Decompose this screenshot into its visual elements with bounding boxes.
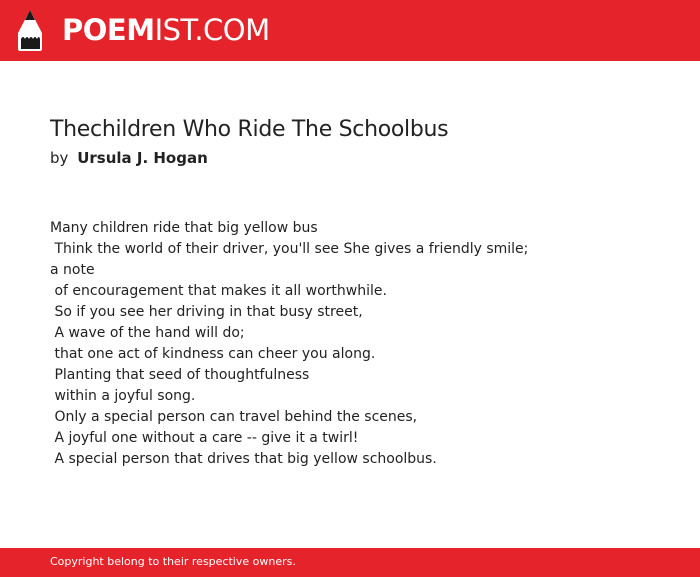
by-label: by <box>50 149 69 167</box>
site-brand[interactable] <box>62 12 270 48</box>
poem-title: Thechildren Who Ride The Schoolbus <box>50 117 449 142</box>
site-footer <box>0 548 700 577</box>
poem-line: A wave of the hand will do; <box>50 325 245 341</box>
poem-line: So if you see her driving in that busy street, <box>50 304 363 320</box>
poem-line: Only a special person can travel behind the scenes, <box>50 409 418 425</box>
poem-line: Planting that seed of thoughtfulness <box>50 367 310 383</box>
site-header <box>0 0 700 61</box>
poem-line: Many children ride that big yellow bus <box>50 220 318 236</box>
poem-line: that one act of kindness can cheer you along. <box>50 346 376 362</box>
copyright-text: Copyright belong to their respective owners. <box>50 555 296 568</box>
poem-line: within a joyful song. <box>50 388 196 404</box>
poem-author: Ursula J. Hogan <box>77 149 208 167</box>
poem-byline <box>50 149 208 167</box>
pencil-logo-icon[interactable] <box>17 9 43 52</box>
poem-line: Think the world of their driver, you'll see She gives a friendly smile; a note <box>50 241 533 278</box>
poem-line: A special person that drives that big yellow schoolbus. <box>50 451 437 467</box>
brand-light-text: IST.COM <box>154 13 270 47</box>
poem-line: A joyful one without a care -- give it a twirl! <box>50 430 359 446</box>
poem-body <box>50 218 540 470</box>
poem-line: of encouragement that makes it all worthwhile. <box>50 283 387 299</box>
brand-bold-text: POEM <box>62 13 155 47</box>
